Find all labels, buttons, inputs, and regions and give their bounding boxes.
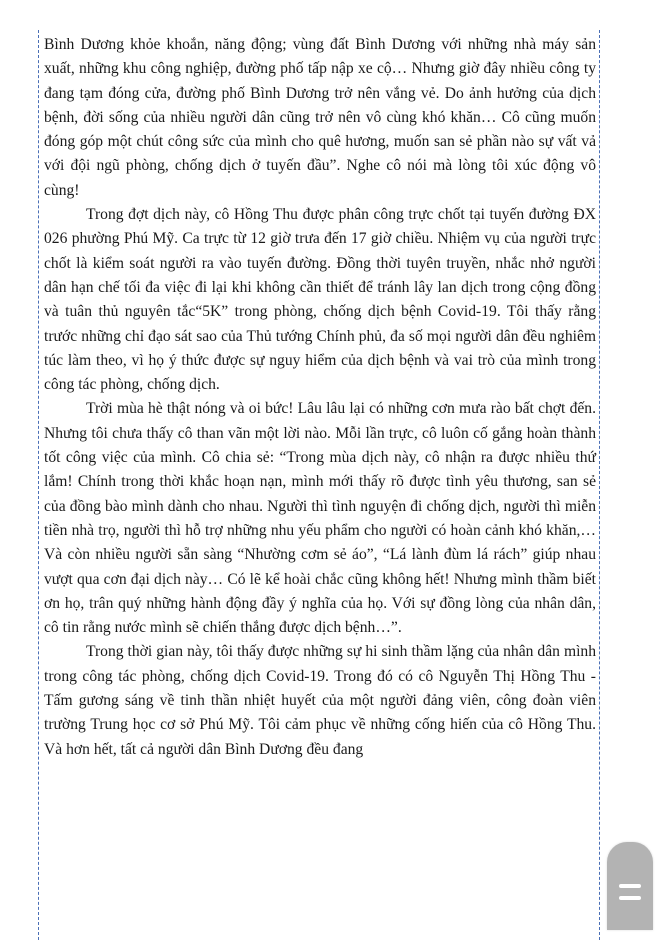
paragraph-2: Trong đợt dịch này, cô Hồng Thu được phân công trực chốt tại tuyến đường ĐX 026 phường Phú Mỹ. Ca trực từ 12 giờ trưa đến 17 giờ chiều. Nhiệm vụ của người trực chốt là kiểm soát người ra vào tuyến đường. Đồng thời tuyên truyền, nhắc nhở người dân hạn chế tối đa việc đi lại khi không cần thiết để tránh lây lan dịch trong cộng đồng và tuân thủ nguyên tắc“5K” trong phòng, chống dịch bệnh Covid-19. Tôi thấy rằng trước những chỉ đạo sát sao của Thủ tướng Chính phủ, đa số mọi người dân đều nghiêm túc làm theo, vì họ ý thức được sự nguy hiểm của dịch bệnh và vai trò của mình trong công tác phòng, chống dịch. xyxy=(44,206,596,394)
hamburger-menu-icon xyxy=(619,884,641,888)
menu-handle-button[interactable] xyxy=(607,842,653,930)
document-body xyxy=(44,33,596,762)
paragraph-4: Trong thời gian này, tôi thấy được những sự hi sinh thầm lặng của nhân dân mình trong công tác phòng, chống dịch Covid-19. Trong đó có cô Nguyễn Thị Hồng Thu - Tấm gương sáng về tinh thần nhiệt huyết của một người đảng viên, công đoàn viên trường Trung học cơ sở Phú Mỹ. Tôi cảm phục về những cống hiến của cô Hồng Thu. Và hơn hết, tất cả người dân Bình Dương đều đang xyxy=(44,643,596,758)
hamburger-menu-icon-bar xyxy=(619,896,641,900)
paragraph-3: Trời mùa hè thật nóng và oi bức! Lâu lâu lại có những cơn mưa rào bất chợt đến. Nhưng tôi chưa thấy cô than vãn một lời nào. Mỗi lần trực, cô luôn cố gắng hoàn thành tốt công việc của mình. Cô chia sẻ: “Trong mùa dịch này, cô nhận ra được nhiều thứ lắm! Chính trong thời khắc hoạn nạn, mình mới thấy rõ được tình yêu thương, san sẻ của đồng bào mình dành cho nhau. Người thì tình nguyện đi chống dịch, người thì miễn tiền nhà trọ, người thì hỗ trợ những nhu yếu phẩm cho người có hoàn cảnh khó khăn,… Và còn nhiều người sẵn sàng “Nhường cơm sẻ áo”, “Lá lành đùm lá rách” giúp nhau vượt qua cơn đại dịch này… Có lẽ kể hoài chắc cũng không hết! Nhưng mình thầm biết ơn họ, trân quý những hành động đầy ý nghĩa của họ. Với sự đồng lòng của nhân dân, cô tin rằng nước mình sẽ chiến thắng được dịch bệnh…”. xyxy=(44,400,596,637)
paragraph-1: Bình Dương khỏe khoắn, năng động; vùng đất Bình Dương với những nhà máy sản xuất, những khu công nghiệp, đường phố tấp nập xe cộ… Nhưng giờ đây nhiều công ty đang tạm đóng cửa, đường phố Bình Dương trở nên vắng vẻ. Do ảnh hưởng của dịch bệnh, đời sống của nhiều người dân cũng trở nên vô cùng khó khăn… Cô cũng muốn đóng góp một chút công sức của mình cho quê hương, muốn san sẻ phần nào sự vất vả với đội ngũ phòng, chống dịch ở tuyến đầu”. Nghe cô nói mà lòng tôi xúc động vô cùng! xyxy=(44,36,596,199)
